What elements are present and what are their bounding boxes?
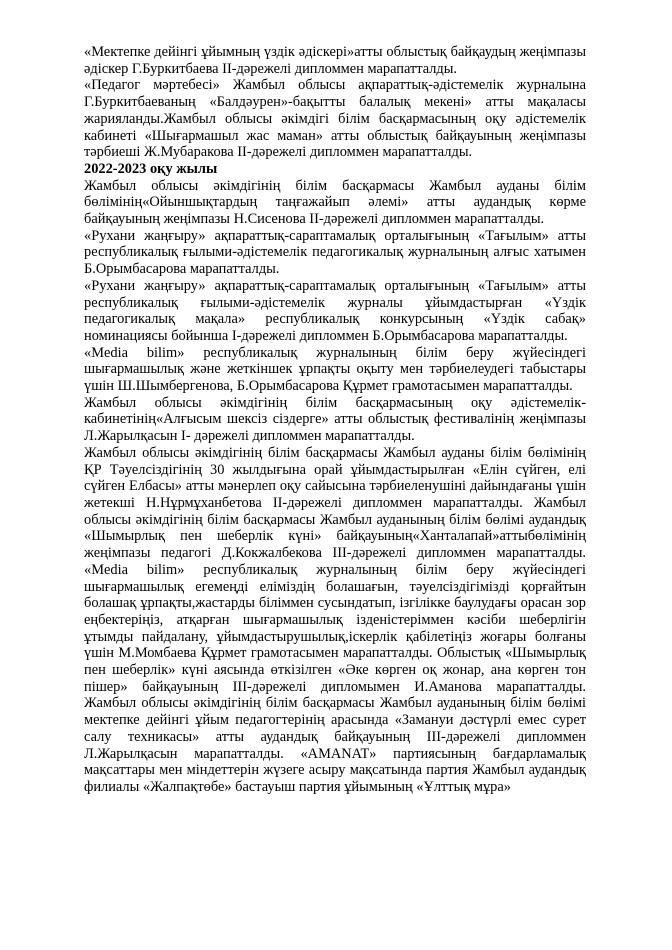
paragraph: «Media bilim» республикалық журналының білім беру жүйесіндегі шығармашылық және жеткіншек ұрпақты оқыту мен тәрбиелеудегі табыстары үшін Ш.Шымбергенова, Б.Орымбасарова Құрмет грамотасымен марапатталды. [84,344,586,395]
paragraph: Жамбыл облысы әкімдігінің білім басқармасы Жамбыл ауданы білім бөлімінің ҚР Тәуелсіздігінің 30 жылдығына орай ұйымдастырылған «Елін сүйген, елі сүйген Елбасы» атты мәнерлеп оқу сайысына тәрбиеленушіні дайындағаны үшін жетекші Н.Нұрмұханбетова ІІ-дәрежелі дипломмен марапатталды. Жамбыл облысы әкімдігінің білім басқармасы Жамбыл ауданының білім бөлімі аудандық «Шымырлық пен шеберлік күні» байқауының«Ханталапай»аттыбөлімінің жеңімпазы педагогі Д.Кокжалбекова ІІІ-дәрежелі дипломмен марапатталды. «Media bilim» республикалық журналының білім беру жүйесіндегі шығармашылық егемеңді еліміздің болашағын, тәуелсіздігімізді қорғайтын болашақ ұрпақты,жастарды біліммен сусындатып, ізгілікке баулудағы орасан зор еңбектеріңіз, атқарған шығармашылық ізденістеріммен кәсіби шеберлігін ұтымды пайдалану, ұйымдастырушылық,іскерлік қабілетіңіз жоғары болғаны үшін М.Момбаева Құрмет грамотасымен марапатталды. Облыстық «Шымырлық пен шеберлік» күні аясында өткізілген «Әке көрген оқ жонар, ана көрген тон пішер» байқауының ІІІ-дәрежелі дипломымен И.Аманова марапатталды. Жамбыл облысы әкімдігінің білім басқармасы Жамбыл ауданының білім бөлімі мектепке дейінгі ұйым педагогтерінің арасында «Замануи дәстүрлі емес сурет салу техникасы» атты аудандық байқауының ІІІ-дәрежелі дипломмен Л.Жарылқасын марапатталды. «AMANAT» партиясының бағдарламалық мақсаттары мен міндеттерін жүзеге асыру мақсатында партия Жамбыл аудандық филиалы «Жалпақтөбе» бастауыш партия ұйымының «Ұлттық мұра» [84,444,586,795]
paragraph: «Мектепке дейінгі ұйымның үздік әдіскері»атты облыстық байқаудың жеңімпазы әдіскер Г.Буркитбаева ІІ-дәрежелі дипломмен марапатталды. [84,44,586,77]
document-body [84,44,586,796]
paragraph: «Педагог мәртебесі» Жамбыл облысы ақпараттық-әдістемелік журналына Г.Буркитбаеваның «Балдәурен»-бақытты балалық мекені» атты мақаласы жарияланды.Жамбыл облысы әкімдігі білім басқармасының оқу әдістемелік кабинеті «Шығармашыл жас маман» атты облыстық байқауының жеңімпазы тәрбиеші Ж.Мубаракова ІІ-дәрежелі дипломмен марапатталды. [84,77,586,161]
paragraph: «Рухани жаңғыру» ақпараттық-сараптамалық орталығының «Тағылым» атты республикалық ғылыми-әдістемелік журналы ұйымдастырған «Үздік педагогикалық мақала» республикалық конкурсының «Үздік сабақ» номинациясы бойынша І-дәрежелі дипломмен Б.Орымбасарова марапатталды. [84,277,586,344]
section-heading: 2022-2023 оқу жылы [84,160,218,177]
paragraph: «Рухани жаңғыру» ақпараттық-сараптамалық орталығының «Тағылым» атты республикалық ғылыми-әдістемелік педагогикалық журналының алғыс хатымен Б.Орымбасарова марапатталды. [84,227,586,278]
paragraph: Жамбыл облысы әкімдігінің білім басқармасы Жамбыл ауданы білім бөлімінің«Ойыншықтардың таңғажайып әлемі» атты аудандық көрме байқауының жеңімпазы Н.Сисенова ІІ-дәрежелі дипломмен марапатталды. [84,177,586,228]
paragraph: Жамбыл облысы әкімдігінің білім басқармасының оқу әдістемелік-кабинетінің«Алғысым шексіз сіздерге» атты облыстық фестивалінің жеңімпазы Л.Жарылқасын І- дәрежелі дипломмен марапатталды. [84,394,586,445]
